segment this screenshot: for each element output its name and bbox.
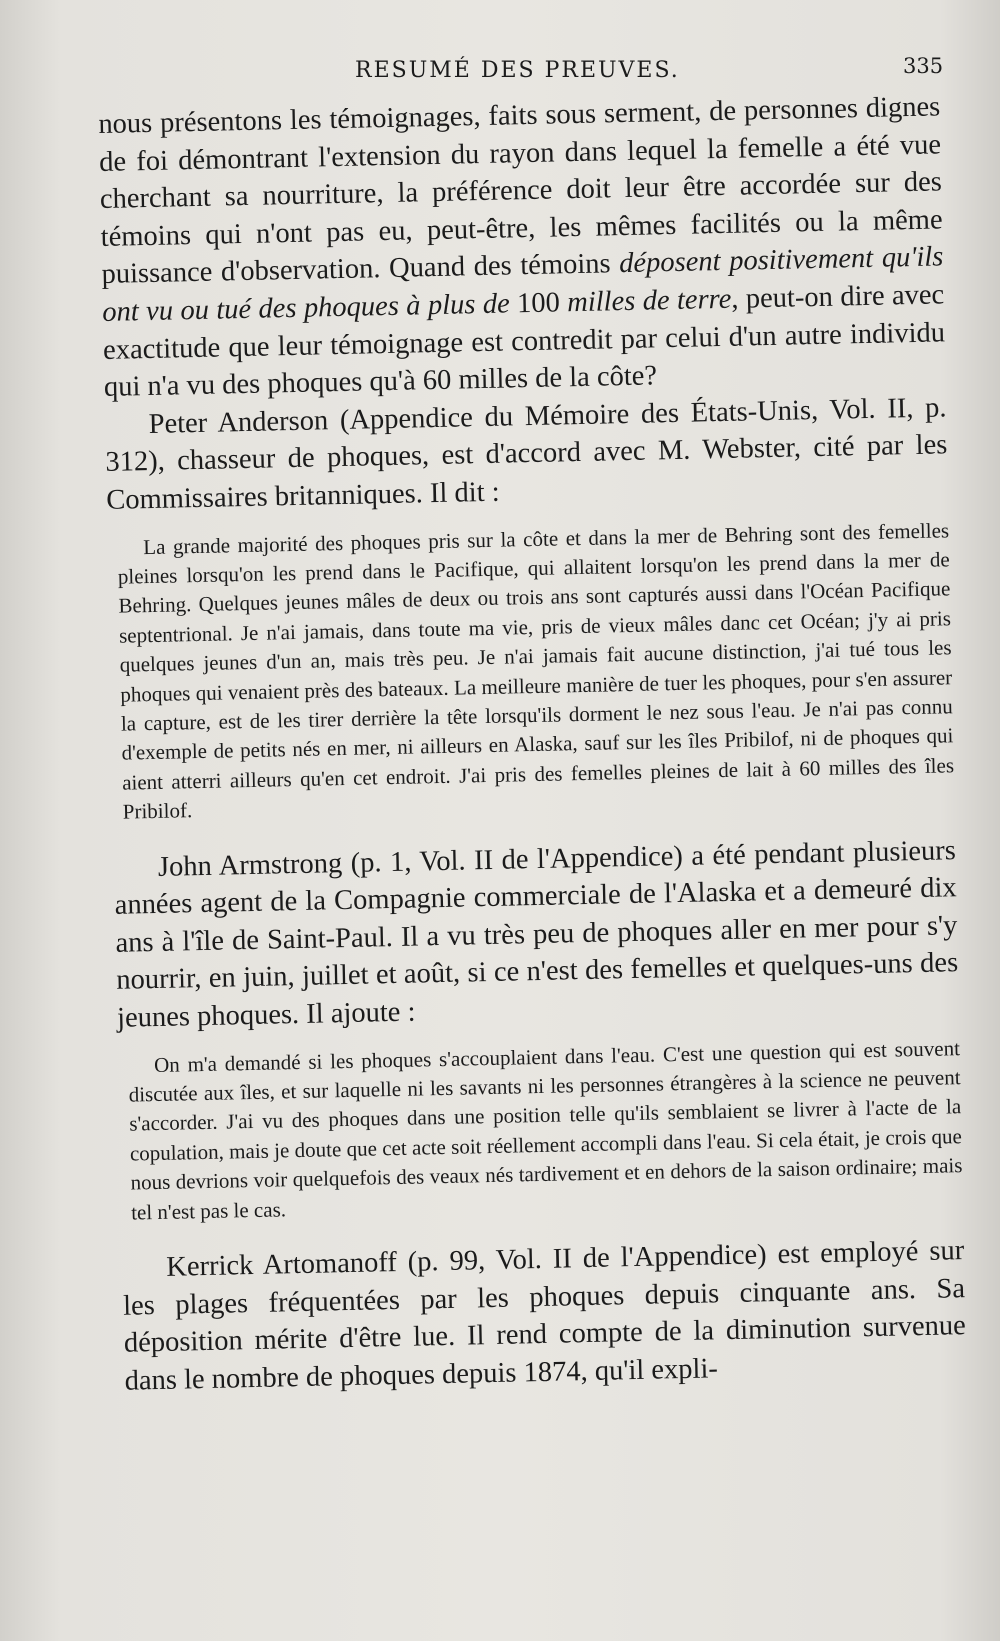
running-head: RESUMÉ DES PREUVES. bbox=[355, 58, 680, 83]
page-header bbox=[0, 50, 1000, 90]
paragraph-1-text-a: nous présentons les témoignages, faits sous serment, de personnes dignes de foi démontrant l'extension du rayon dans lequel la femelle a été vue cherchant sa nourriture, la préférence doit leur être accordée sur des témoins qui n'ont pas eu, peut-être, les mêmes facilités ou la même puissance d'observation. Quand des témoins bbox=[98, 91, 943, 291]
quotation-2: On m'a demandé si les phoques s'accouplaient dans l'eau. C'est une question qui est souvent discutée aux îles, et sur laquelle ni les savants ni les personnes étrangères à la science ne peuvent s'accorder. J'ai vu des phoques dans une position telle qu'ils semblaient se livrer à l'acte de la copulation, mais je doute que cet acte soit réellement accompli dans l'eau. Si cela était, je crois que nous devrions voir quelquefois des veaux nés tardivement et en dehors de la saison ordinaire; mais tel n'est pas le cas. bbox=[128, 1035, 963, 1225]
page-body bbox=[98, 88, 967, 1400]
paragraph-1-text-b: 100 bbox=[509, 287, 568, 320]
paragraph-1 bbox=[98, 88, 946, 406]
paragraph-3: John Armstrong (p. 1, Vol. II de l'Appendice) a été pendant plusieurs années agent de la Compagnie commerciale de l'Alaska et a demeuré dix ans à l'île de Saint-Paul. Il a vu très peu de phoques aller en mer pour s'y nourrir, en juin, juillet et août, si ce n'est des femelles et quelques-uns des jeunes phoques. Il ajoute : bbox=[114, 834, 959, 1034]
paragraph-1-italic-2: milles de terre bbox=[566, 283, 732, 319]
quotation-1: La grande majorité des phoques pris sur la côte et dans la mer de Behring sont des femelles pleines lorsqu'on les prend dans le Pacifique, qui allaitent lorsqu'on les prend dans la mer de Behring. Quelques jeunes mâles de deux ou trois ans sont capturés aussi dans l'Océan Pacifique septentrional. Je n'ai jamais, dans toute ma vie, pris de vieux mâles danc cet Océan; j'y ai pris quelques jeunes d'un an, mais très peu. Je n'ai jamais fait aucune distinction, j'ai tué tous les phoques qui venaient près des bateaux. La meilleure manière de tuer les phoques, pour s'en assurer la capture, est de les tirer derrière la tête lorsqu'ils dorment le nez sous l'eau. Je n'ai pas connu d'exemple de petits nés en mer, ni ailleurs en Alaska, sauf sur les îles Pribilof, ni de phoques qui aient atterri ailleurs qu'en cet endroit. J'ai pris des femelles pleines de lait à 60 milles des îles Pribilof. bbox=[117, 517, 955, 824]
page-number: 335 bbox=[903, 54, 944, 78]
paragraph-1-text-c: , peut-on dire avec exactitude que leur témoignage est contredit par celui d'un autre individu qui n'a vu des phoques qu'à 60 milles de la côte? bbox=[102, 279, 946, 404]
paragraph-1-italic-1: déposent positivement qu'ils ont vu ou tué des phoques à plus de bbox=[101, 241, 944, 328]
paragraph-2: Peter Anderson (Appendice du Mémoire des États-Unis, Vol. II, p. 312), chasseur de phoques, est d'accord avec M. Webster, cité par les Commissaires britanniques. Il dit : bbox=[105, 392, 948, 516]
paragraph-4: Kerrick Artomanoff (p. 99, Vol. II de l'Appendice) est employé sur les plages fréquentées par les phoques depuis cinquante ans. Sa déposition mérite d'être lue. Il rend compte de la diminution survenue dans le nombre de phoques depuis 1874, qu'il expli- bbox=[122, 1235, 967, 1397]
